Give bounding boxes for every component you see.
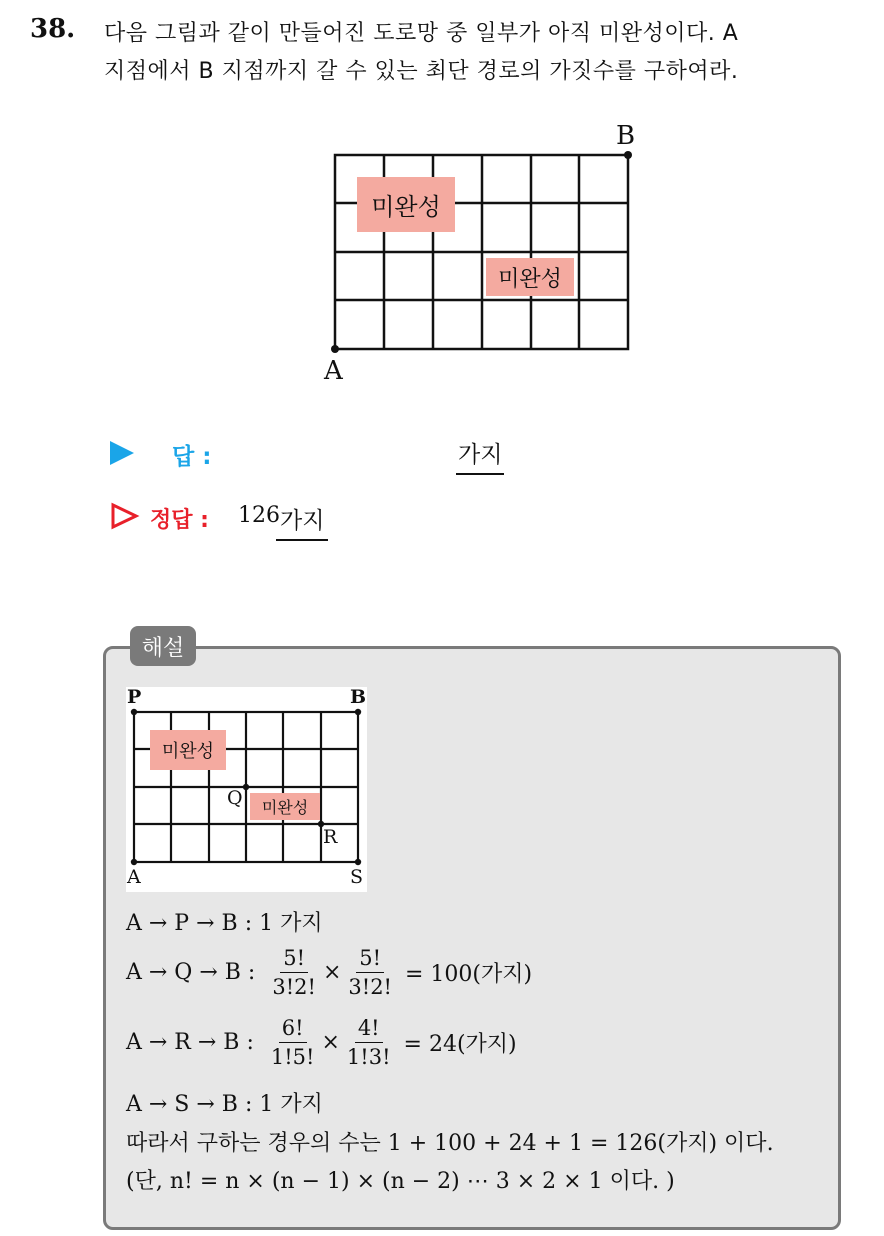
fraction-1 [269, 946, 319, 999]
fraction-1 [268, 1016, 318, 1069]
question-text-line-1: 다음 그림과 같이 만들어진 도로망 중 일부가 아직 미완성이다. A [104, 21, 739, 46]
solution-unfinished-block-1 [150, 730, 226, 770]
solution-point-q: Q [227, 787, 243, 809]
fraction-numerator: 5! [356, 946, 384, 973]
unfinished-label-1: 미완성 [371, 193, 441, 221]
solution-line-6: (단, n! = n × (n − 1) × (n − 2) ⋯ 3 × 2 × 1 이다. ) [126, 1169, 675, 1194]
solution-unfinished-label-2: 미완성 [261, 798, 309, 817]
question-number: 38. [30, 14, 76, 44]
fraction-denominator: 1!3! [346, 1045, 391, 1069]
solution-point-r: R [323, 826, 338, 848]
solution-grid-figure [126, 687, 367, 892]
solution-line-3 [126, 1016, 517, 1069]
fraction-numerator: 6! [279, 1016, 307, 1043]
solution-line-2-prefix: A → Q → B : [126, 960, 256, 985]
solution-line-4: A → S → B : 1 가지 [126, 1092, 323, 1117]
fraction-numerator: 4! [355, 1016, 383, 1043]
point-b-label: B [616, 121, 636, 151]
question-text-line-2: 지점에서 B 지점까지 갈 수 있는 최단 경로의 가짓수를 구하여라. [104, 59, 739, 84]
fraction-denominator: 3!2! [348, 975, 392, 999]
fraction-denominator: 1!5! [270, 1045, 315, 1069]
solution-point-p: P [127, 686, 142, 708]
correct-answer-value: 126 [238, 503, 280, 528]
correct-arrow-icon [110, 502, 140, 530]
road-grid-figure [320, 120, 650, 390]
times-sign: × [322, 960, 342, 985]
solution-line-3-prefix: A → R → B : [126, 1030, 254, 1055]
point-b-dot [624, 151, 632, 159]
solution-point-b: B [350, 686, 367, 708]
correct-answer-unit: 가지 [276, 502, 328, 541]
solution-line-1: A → P → B : 1 가지 [126, 911, 323, 936]
answer-unit[interactable]: 가지 [456, 436, 504, 475]
fraction-denominator: 3!2! [272, 975, 316, 999]
solution-unfinished-label-1: 미완성 [161, 741, 215, 762]
solution-line-2-result: = 100(가지) [405, 962, 533, 987]
solution-line-3-result: = 24(가지) [403, 1032, 517, 1057]
fraction-numerator: 5! [280, 946, 308, 973]
point-a-dot [331, 345, 339, 353]
unfinished-label-2: 미완성 [498, 266, 562, 292]
solution-line-5: 따라서 구하는 경우의 수는 1 + 100 + 24 + 1 = 126(가지) 이다. [126, 1131, 774, 1156]
solution-point-a: A [127, 866, 141, 888]
times-sign: × [321, 1030, 340, 1055]
solution-unfinished-block-2 [250, 793, 320, 820]
solution-tag: 해설 [130, 626, 196, 666]
solution-point-s: S [350, 866, 364, 888]
point-a-label: A [324, 356, 343, 386]
answer-arrow-icon [110, 441, 134, 465]
fraction-2 [345, 946, 395, 999]
answer-label: 답 : [172, 444, 212, 470]
unfinished-block-2 [486, 258, 574, 296]
unfinished-block-1 [357, 177, 455, 232]
solution-line-2 [126, 946, 532, 999]
correct-answer-label: 정답 : [150, 508, 209, 533]
fraction-2 [344, 1016, 394, 1069]
